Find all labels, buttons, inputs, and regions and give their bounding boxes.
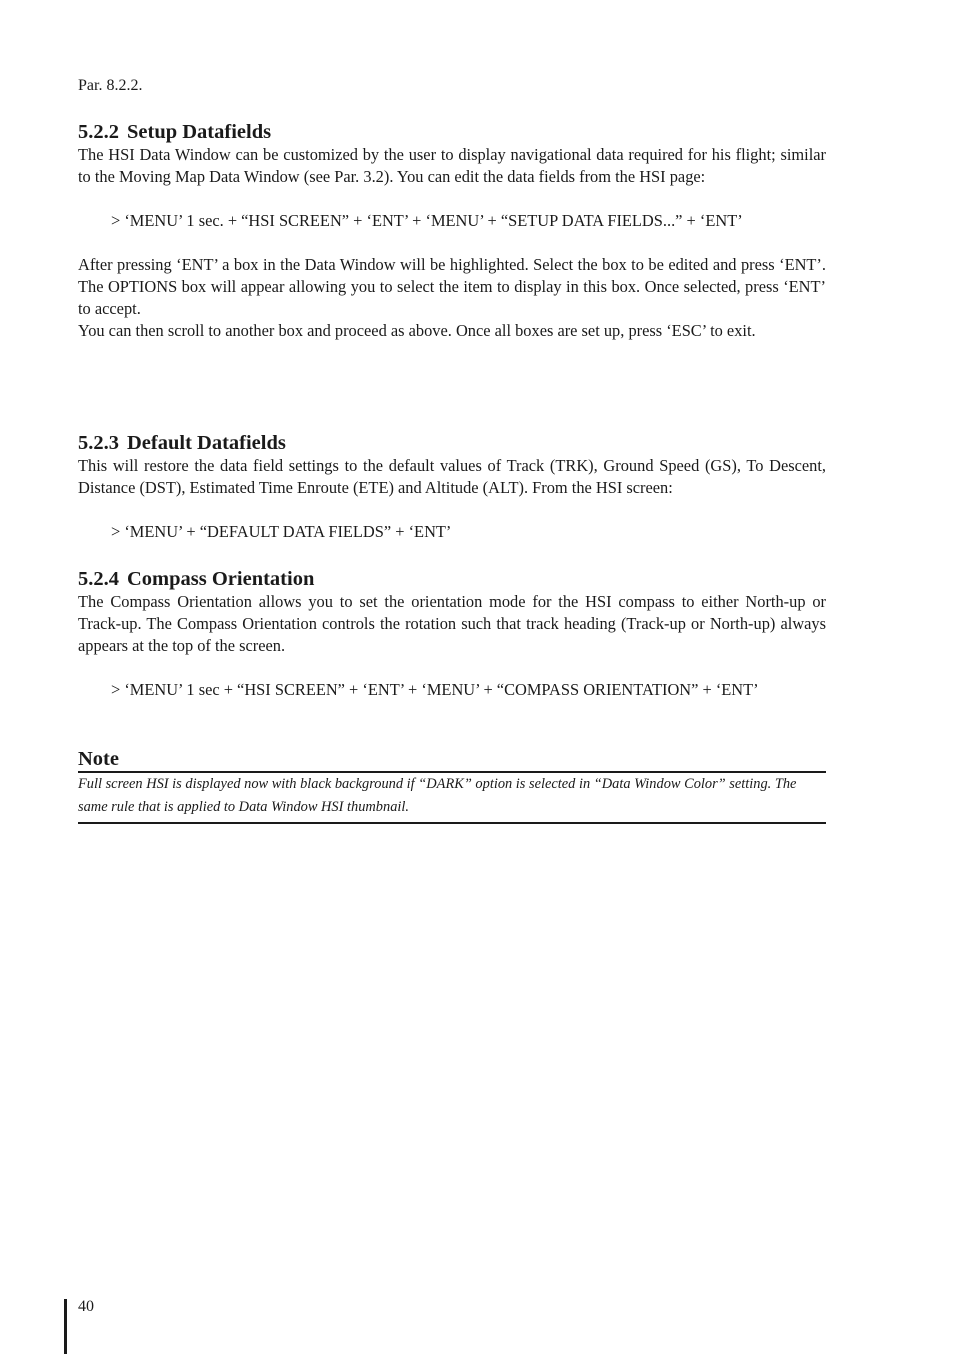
section-heading bbox=[78, 120, 826, 144]
section-paragraph: You can then scroll to another box and proceed as above. Once all boxes are set up, press ‘ESC’ to exit. bbox=[78, 321, 756, 340]
section-title: Compass Orientation bbox=[127, 568, 315, 590]
note-box bbox=[78, 747, 826, 824]
section-paragraph: After pressing ‘ENT’ a box in the Data Window will be highlighted. Select the box to be edited and press ‘ENT’. The OPTIONS box will appear allowing you to select the item to display in this box. Once selected, press ‘ENT’ to accept. bbox=[78, 255, 826, 318]
section-intro: The HSI Data Window can be customized by the user to display navigational data required for his flight; similar to the Moving Map Data Window (see Par. 3.2). You can edit the data fields from the HSI page: bbox=[78, 145, 826, 186]
section-setup-datafields bbox=[78, 120, 826, 342]
section-title: Default Datafields bbox=[127, 432, 286, 454]
page-number: 40 bbox=[78, 1298, 94, 1315]
section-default-datafields bbox=[78, 431, 826, 543]
note-title: Note bbox=[78, 747, 826, 773]
section-number: 5.2.4 bbox=[78, 568, 119, 590]
section-intro: The Compass Orientation allows you to set the orientation mode for the HSI compass to either North-up or Track-up. The Compass Orientation controls the rotation such that track heading (Track-up or North-up) always appears at the top of the screen. bbox=[78, 592, 826, 655]
page-margin-rule bbox=[64, 1299, 67, 1354]
section-title: Setup Datafields bbox=[127, 121, 272, 143]
note-body: Full screen HSI is displayed now with black background if “DARK” option is selected in “Data Window Color” setting. The same rule that is applied to Data Window HSI thumbnail. bbox=[78, 773, 826, 824]
section-heading bbox=[78, 431, 826, 455]
menu-command: > ‘MENU’ + “DEFAULT DATA FIELDS” + ‘ENT’ bbox=[111, 522, 452, 541]
section-compass-orientation bbox=[78, 567, 826, 701]
carryover-reference: Par. 8.2.2. bbox=[78, 77, 143, 94]
section-heading bbox=[78, 567, 826, 591]
section-number: 5.2.2 bbox=[78, 121, 119, 143]
section-number: 5.2.3 bbox=[78, 432, 119, 454]
menu-command: > ‘MENU’ 1 sec. + “HSI SCREEN” + ‘ENT’ + ‘MENU’ + “SETUP DATA FIELDS...” + ‘ENT’ bbox=[111, 211, 743, 230]
menu-command: > ‘MENU’ 1 sec + “HSI SCREEN” + ‘ENT’ + ‘MENU’ + “COMPASS ORIENTATION” + ‘ENT’ bbox=[111, 680, 759, 699]
section-intro: This will restore the data field settings to the default values of Track (TRK), Ground Speed (GS), To Descent, Distance (DST), Estimated Time Enroute (ETE) and Altitude (ALT). From the HSI screen: bbox=[78, 456, 826, 497]
